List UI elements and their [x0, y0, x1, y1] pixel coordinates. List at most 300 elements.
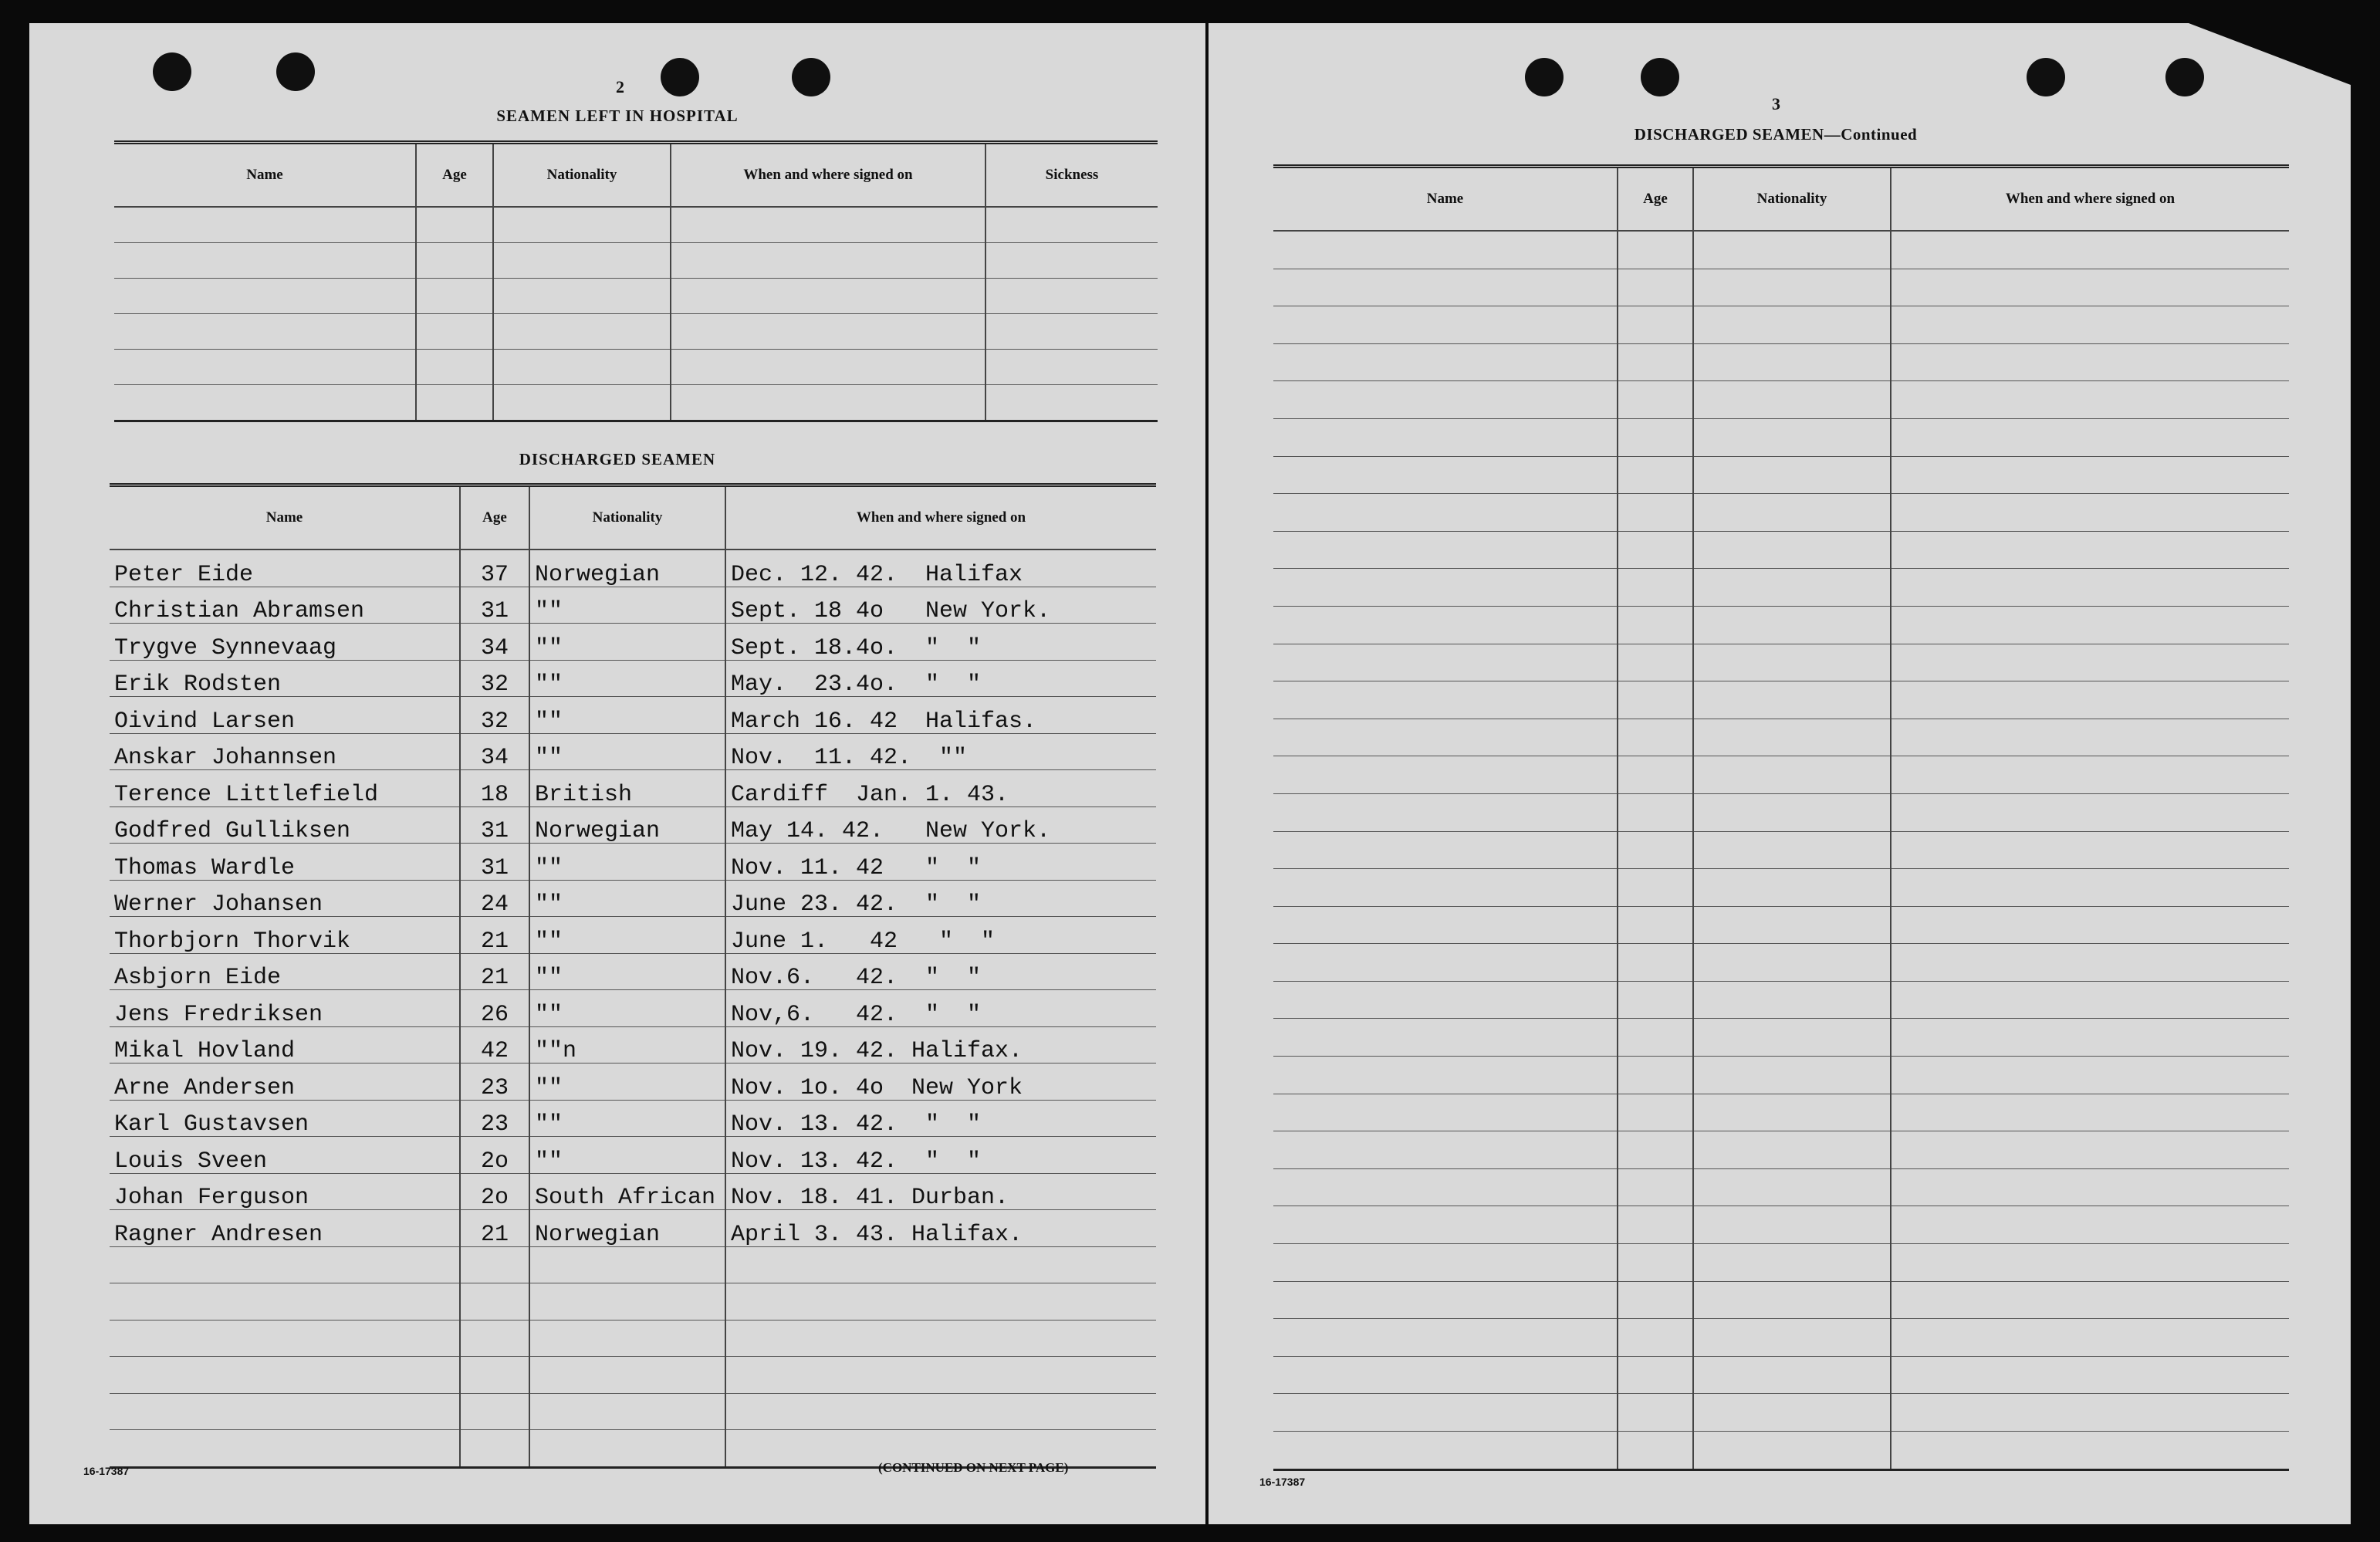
seaman-age: 34: [460, 733, 529, 770]
name-cell: [1273, 1206, 1618, 1244]
table-row: [110, 844, 1156, 881]
col-header-signed-on: When and where signed on: [1891, 167, 2289, 232]
nationality-cell: [1693, 1394, 1891, 1432]
age-cell: [416, 314, 493, 350]
table-row: [1273, 1131, 2289, 1169]
signed-on-cell: [1891, 1281, 2289, 1319]
signed-on-cell: [1891, 869, 2289, 907]
seaman-name: [110, 1320, 460, 1357]
name-cell: [1273, 1094, 1618, 1131]
name-cell: [1273, 756, 1618, 794]
name-cell: [1273, 606, 1618, 644]
sickness-cell: [985, 314, 1158, 350]
table-row: [110, 1137, 1156, 1174]
seaman-age: 2o: [460, 1173, 529, 1210]
age-cell: [1618, 494, 1693, 532]
nationality-cell: [1693, 418, 1891, 456]
nationality-cell: [1693, 1057, 1891, 1094]
discharged-table: [110, 483, 1156, 1469]
right-page: [1209, 23, 2351, 1524]
name-cell: [1273, 644, 1618, 681]
age-cell: [416, 207, 493, 243]
table-row: [1273, 1281, 2289, 1319]
seaman-signed-on: Sept. 18 4o New York.: [725, 587, 1156, 624]
seaman-nationality: British: [529, 770, 725, 807]
nationality-cell: [493, 350, 671, 385]
age-cell: [1618, 831, 1693, 869]
signed-on-cell: [1891, 1244, 2289, 1282]
table-row: [110, 990, 1156, 1027]
table-row: [114, 243, 1158, 279]
seaman-name: Asbjorn Eide: [110, 953, 460, 990]
seaman-signed-on: April 3. 43. Halifax.: [725, 1210, 1156, 1247]
nationality-cell: [1693, 1432, 1891, 1470]
age-cell: [1618, 269, 1693, 306]
age-cell: [1618, 1094, 1693, 1131]
signed-on-cell: [1891, 1131, 2289, 1169]
seaman-signed-on: [725, 1283, 1156, 1321]
name-cell: [1273, 494, 1618, 532]
seaman-nationality: [529, 1283, 725, 1321]
punch-hole: [276, 52, 315, 91]
seaman-nationality: South African: [529, 1173, 725, 1210]
seaman-name: Arne Andersen: [110, 1064, 460, 1101]
punch-hole: [1525, 58, 1564, 96]
signed-on-cell: [671, 243, 985, 279]
table-row: [1273, 869, 2289, 907]
age-cell: [1618, 869, 1693, 907]
age-cell: [1618, 906, 1693, 944]
age-cell: [1618, 644, 1693, 681]
seaman-signed-on: May 14. 42. New York.: [725, 807, 1156, 844]
table-row: [1273, 269, 2289, 306]
table-row: [1273, 456, 2289, 494]
nationality-cell: [1693, 1168, 1891, 1206]
seaman-age: 23: [460, 1100, 529, 1137]
name-cell: [1273, 531, 1618, 569]
seaman-age: 34: [460, 624, 529, 661]
seaman-signed-on: Nov. 18. 41. Durban.: [725, 1173, 1156, 1210]
nationality-cell: [1693, 831, 1891, 869]
seaman-signed-on: Nov.6. 42. " ": [725, 953, 1156, 990]
seaman-age: 21: [460, 1210, 529, 1247]
name-cell: [114, 279, 416, 314]
seaman-age: 21: [460, 953, 529, 990]
name-cell: [1273, 418, 1618, 456]
col-header-age: Age: [1618, 167, 1693, 232]
signed-on-cell: [1891, 1356, 2289, 1394]
seaman-name: Werner Johansen: [110, 880, 460, 917]
nationality-cell: [1693, 306, 1891, 344]
nationality-cell: [1693, 1244, 1891, 1282]
signed-on-cell: [671, 279, 985, 314]
page-number: 3: [1772, 94, 1780, 113]
signed-on-cell: [671, 207, 985, 243]
seaman-age: [460, 1320, 529, 1357]
punch-hole: [2027, 58, 2065, 96]
seaman-age: 42: [460, 1026, 529, 1064]
table-row: [114, 314, 1158, 350]
name-cell: [1273, 1131, 1618, 1169]
seaman-age: 31: [460, 587, 529, 624]
col-header-signed-on: When and where signed on: [725, 485, 1156, 550]
seaman-nationality: "": [529, 697, 725, 734]
age-cell: [1618, 1356, 1693, 1394]
nationality-cell: [1693, 944, 1891, 982]
age-cell: [1618, 1206, 1693, 1244]
seaman-signed-on: Nov. 13. 42. " ": [725, 1137, 1156, 1174]
age-cell: [1618, 418, 1693, 456]
age-cell: [1618, 343, 1693, 381]
signed-on-cell: [1891, 1206, 2289, 1244]
seaman-name: Erik Rodsten: [110, 660, 460, 697]
seaman-signed-on: [725, 1246, 1156, 1283]
sickness-cell: [985, 350, 1158, 385]
seaman-name: Terence Littlefield: [110, 770, 460, 807]
table-row: [1273, 231, 2289, 269]
seaman-nationality: [529, 1357, 725, 1394]
nationality-cell: [1693, 531, 1891, 569]
sickness-cell: [985, 243, 1158, 279]
nationality-cell: [493, 279, 671, 314]
nationality-cell: [1693, 269, 1891, 306]
age-cell: [1618, 1319, 1693, 1357]
seaman-name: [110, 1430, 460, 1468]
signed-on-cell: [1891, 1168, 2289, 1206]
seaman-signed-on: [725, 1357, 1156, 1394]
nationality-cell: [1693, 793, 1891, 831]
seaman-nationality: "": [529, 1064, 725, 1101]
nationality-cell: [493, 207, 671, 243]
seaman-age: 32: [460, 697, 529, 734]
continued-title: DISCHARGED SEAMEN—Continued: [1634, 125, 1918, 144]
col-header-nationality: Nationality: [493, 143, 671, 208]
table-row: [110, 770, 1156, 807]
nationality-cell: [1693, 1206, 1891, 1244]
signed-on-cell: [671, 350, 985, 385]
age-cell: [1618, 1394, 1693, 1432]
signed-on-cell: [671, 314, 985, 350]
name-cell: [1273, 981, 1618, 1019]
seaman-signed-on: [725, 1320, 1156, 1357]
punch-hole: [153, 52, 191, 91]
sickness-cell: [985, 385, 1158, 421]
signed-on-cell: [1891, 1319, 2289, 1357]
name-cell: [1273, 681, 1618, 719]
signed-on-cell: [1891, 1432, 2289, 1470]
seaman-age: 18: [460, 770, 529, 807]
table-row: [110, 953, 1156, 990]
form-number: 16-17387: [1259, 1476, 1306, 1488]
signed-on-cell: [1891, 1394, 2289, 1432]
name-cell: [1273, 719, 1618, 756]
seaman-nationality: Norwegian: [529, 807, 725, 844]
nationality-cell: [1693, 381, 1891, 419]
name-cell: [1273, 1168, 1618, 1206]
col-header-age: Age: [416, 143, 493, 208]
seaman-signed-on: Cardiff Jan. 1. 43.: [725, 770, 1156, 807]
signed-on-cell: [1891, 606, 2289, 644]
table-row: [110, 587, 1156, 624]
col-header-nationality: Nationality: [529, 485, 725, 550]
discharged-title: DISCHARGED SEAMEN: [519, 450, 716, 468]
signed-on-cell: [1891, 681, 2289, 719]
seaman-age: [460, 1393, 529, 1430]
age-cell: [1618, 381, 1693, 419]
name-cell: [1273, 1281, 1618, 1319]
table-row: [1273, 418, 2289, 456]
signed-on-cell: [1891, 756, 2289, 794]
punch-hole: [661, 58, 699, 96]
col-header-name: Name: [110, 485, 460, 550]
table-row: [1273, 1206, 2289, 1244]
seaman-signed-on: Sept. 18.4o. " ": [725, 624, 1156, 661]
name-cell: [1273, 869, 1618, 907]
seaman-name: Ragner Andresen: [110, 1210, 460, 1247]
signed-on-cell: [1891, 831, 2289, 869]
seaman-nationality: "": [529, 660, 725, 697]
name-cell: [1273, 569, 1618, 607]
table-row: [1273, 681, 2289, 719]
table-row: [1273, 644, 2289, 681]
table-row: [1273, 756, 2289, 794]
seaman-name: [110, 1283, 460, 1321]
seaman-signed-on: May. 23.4o. " ": [725, 660, 1156, 697]
table-row: [1273, 569, 2289, 607]
seaman-nationality: "": [529, 953, 725, 990]
name-cell: [1273, 1057, 1618, 1094]
col-header-sickness: Sickness: [985, 143, 1158, 208]
seaman-name: Karl Gustavsen: [110, 1100, 460, 1137]
signed-on-cell: [1891, 981, 2289, 1019]
nationality-cell: [1693, 981, 1891, 1019]
signed-on-cell: [1891, 494, 2289, 532]
col-header-age: Age: [460, 485, 529, 550]
table-row: [110, 550, 1156, 587]
page-number: 2: [616, 77, 624, 96]
age-cell: [1618, 944, 1693, 982]
nationality-cell: [1693, 869, 1891, 907]
name-cell: [1273, 1319, 1618, 1357]
signed-on-cell: [1891, 944, 2289, 982]
table-row: [1273, 944, 2289, 982]
table-row: [110, 1173, 1156, 1210]
table-row: [1273, 343, 2289, 381]
table-row: [110, 733, 1156, 770]
age-cell: [1618, 719, 1693, 756]
age-cell: [1618, 569, 1693, 607]
nationality-cell: [493, 385, 671, 421]
seaman-name: [110, 1246, 460, 1283]
seaman-age: 37: [460, 550, 529, 587]
seaman-signed-on: Nov. 13. 42. " ": [725, 1100, 1156, 1137]
table-row: [110, 1393, 1156, 1430]
seaman-nationality: [529, 1246, 725, 1283]
form-number: 16-17387: [83, 1465, 130, 1477]
age-cell: [1618, 793, 1693, 831]
seaman-name: Anskar Johannsen: [110, 733, 460, 770]
table-row: [1273, 1057, 2289, 1094]
signed-on-cell: [1891, 418, 2289, 456]
nationality-cell: [1693, 1131, 1891, 1169]
punch-hole: [1641, 58, 1679, 96]
nationality-cell: [1693, 1019, 1891, 1057]
name-cell: [114, 385, 416, 421]
table-row: [1273, 606, 2289, 644]
age-cell: [1618, 1168, 1693, 1206]
nationality-cell: [1693, 1356, 1891, 1394]
left-page: [29, 23, 1205, 1524]
seaman-nationality: "": [529, 733, 725, 770]
name-cell: [114, 314, 416, 350]
age-cell: [1618, 1244, 1693, 1282]
signed-on-cell: [1891, 381, 2289, 419]
seaman-name: Louis Sveen: [110, 1137, 460, 1174]
nationality-cell: [493, 243, 671, 279]
name-cell: [114, 243, 416, 279]
seaman-nationality: "": [529, 917, 725, 954]
name-cell: [1273, 231, 1618, 269]
seaman-nationality: [529, 1393, 725, 1430]
nationality-cell: [1693, 343, 1891, 381]
seaman-age: [460, 1283, 529, 1321]
seaman-signed-on: Nov. 19. 42. Halifax.: [725, 1026, 1156, 1064]
table-row: [110, 807, 1156, 844]
nationality-cell: [493, 314, 671, 350]
table-row: [110, 1100, 1156, 1137]
seaman-age: 26: [460, 990, 529, 1027]
signed-on-cell: [1891, 906, 2289, 944]
signed-on-cell: [1891, 231, 2289, 269]
age-cell: [416, 279, 493, 314]
age-cell: [1618, 456, 1693, 494]
name-cell: [1273, 1432, 1618, 1470]
seaman-name: Mikal Hovland: [110, 1026, 460, 1064]
seaman-age: 32: [460, 660, 529, 697]
age-cell: [416, 243, 493, 279]
seaman-name: Trygve Synnevaag: [110, 624, 460, 661]
name-cell: [1273, 1394, 1618, 1432]
age-cell: [1618, 681, 1693, 719]
col-header-signed-on: When and where signed on: [671, 143, 985, 208]
continued-table: [1273, 164, 2289, 1471]
age-cell: [416, 385, 493, 421]
seaman-signed-on: Nov. 11. 42. "": [725, 733, 1156, 770]
seaman-name: Peter Eide: [110, 550, 460, 587]
age-cell: [1618, 531, 1693, 569]
table-row: [114, 279, 1158, 314]
seaman-name: Jens Fredriksen: [110, 990, 460, 1027]
name-cell: [1273, 944, 1618, 982]
age-cell: [1618, 981, 1693, 1019]
table-row: [110, 917, 1156, 954]
nationality-cell: [1693, 231, 1891, 269]
table-row: [1273, 906, 2289, 944]
signed-on-cell: [1891, 569, 2289, 607]
seaman-signed-on: June 23. 42. " ": [725, 880, 1156, 917]
table-row: [110, 1283, 1156, 1321]
nationality-cell: [1693, 569, 1891, 607]
sickness-cell: [985, 279, 1158, 314]
table-row: [1273, 831, 2289, 869]
name-cell: [1273, 1244, 1618, 1282]
sickness-cell: [985, 207, 1158, 243]
signed-on-cell: [1891, 644, 2289, 681]
table-row: [114, 385, 1158, 421]
nationality-cell: [1693, 494, 1891, 532]
table-row: [1273, 793, 2289, 831]
table-row: [1273, 981, 2289, 1019]
name-cell: [1273, 456, 1618, 494]
continued-note: (CONTINUED ON NEXT PAGE): [878, 1460, 1069, 1475]
nationality-cell: [1693, 756, 1891, 794]
seaman-nationality: "": [529, 990, 725, 1027]
name-cell: [114, 207, 416, 243]
table-row: [1273, 1094, 2289, 1131]
hospital-title: SEAMEN LEFT IN HOSPITAL: [496, 107, 739, 125]
name-cell: [1273, 381, 1618, 419]
col-header-name: Name: [1273, 167, 1618, 232]
signed-on-cell: [1891, 456, 2289, 494]
table-row: [110, 697, 1156, 734]
seaman-name: Christian Abramsen: [110, 587, 460, 624]
table-row: [1273, 1394, 2289, 1432]
table-row: [114, 350, 1158, 385]
seaman-age: [460, 1430, 529, 1468]
name-cell: [1273, 343, 1618, 381]
seaman-nationality: "": [529, 587, 725, 624]
page-corner: [2189, 23, 2351, 85]
signed-on-cell: [1891, 306, 2289, 344]
table-row: [1273, 1168, 2289, 1206]
age-cell: [1618, 606, 1693, 644]
table-row: [110, 1064, 1156, 1101]
table-row: [110, 624, 1156, 661]
seaman-nationality: [529, 1320, 725, 1357]
seaman-age: 24: [460, 880, 529, 917]
age-cell: [1618, 1432, 1693, 1470]
seaman-nationality: Norwegian: [529, 1210, 725, 1247]
signed-on-cell: [1891, 269, 2289, 306]
seaman-name: [110, 1393, 460, 1430]
table-row: [1273, 1432, 2289, 1470]
nationality-cell: [1693, 906, 1891, 944]
seaman-name: Thomas Wardle: [110, 844, 460, 881]
nationality-cell: [1693, 1094, 1891, 1131]
nationality-cell: [1693, 644, 1891, 681]
age-cell: [416, 350, 493, 385]
age-cell: [1618, 1057, 1693, 1094]
signed-on-cell: [1891, 531, 2289, 569]
name-cell: [1273, 306, 1618, 344]
seaman-signed-on: Nov,6. 42. " ": [725, 990, 1156, 1027]
hospital-table: [114, 140, 1158, 422]
name-cell: [114, 350, 416, 385]
age-cell: [1618, 306, 1693, 344]
table-row: [1273, 1019, 2289, 1057]
age-cell: [1618, 231, 1693, 269]
signed-on-cell: [1891, 1057, 2289, 1094]
signed-on-cell: [1891, 343, 2289, 381]
seaman-age: 31: [460, 844, 529, 881]
seaman-age: 2o: [460, 1137, 529, 1174]
nationality-cell: [1693, 606, 1891, 644]
table-row: [110, 880, 1156, 917]
age-cell: [1618, 1131, 1693, 1169]
nationality-cell: [1693, 719, 1891, 756]
punch-hole: [792, 58, 830, 96]
seaman-age: 21: [460, 917, 529, 954]
